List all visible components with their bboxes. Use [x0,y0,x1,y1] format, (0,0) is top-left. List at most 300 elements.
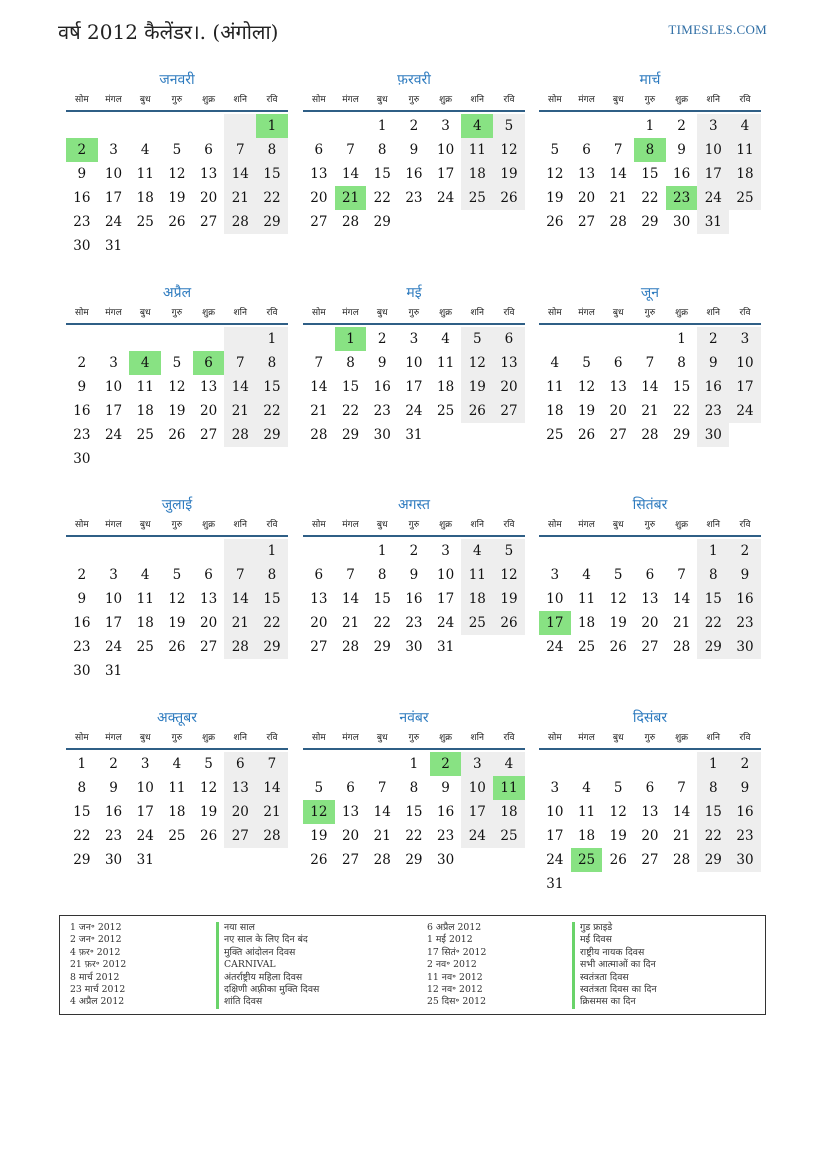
day-cell[interactable]: 2 [77,567,87,583]
day-cell[interactable]: 19 [310,828,328,844]
day-cell[interactable]: 4 [129,351,161,375]
day-cell[interactable]: 1 [256,327,288,351]
day-cell[interactable]: 26 [577,427,596,443]
day-cell[interactable]: 9 [109,780,118,796]
day-cell[interactable]: 16 [104,804,123,820]
day-cell[interactable]: 20 [200,615,218,631]
day-cell[interactable]: 2 [729,752,761,776]
day-cell[interactable]: 25 [437,403,455,419]
day-cell[interactable]: 27 [609,427,627,443]
day-cell[interactable]: 3 [550,780,560,796]
day-cell[interactable]: 16 [373,379,391,395]
day-cell[interactable]: 11 [136,379,154,395]
day-cell[interactable]: 23 [73,214,91,230]
day-cell[interactable]: 11 [461,563,493,587]
day-cell[interactable]: 29 [405,852,423,868]
day-cell[interactable]: 9 [377,355,387,371]
day-cell[interactable]: 17 [546,828,564,844]
day-cell[interactable]: 17 [437,166,455,182]
day-cell[interactable]: 19 [577,403,596,419]
day-cell[interactable]: 22 [373,615,391,631]
day-cell[interactable]: 6 [613,355,623,371]
day-cell[interactable]: 25 [461,186,493,210]
site-link[interactable]: TIMESLES.COM [668,22,767,37]
day-cell[interactable]: 21 [335,186,367,210]
day-cell[interactable]: 1 [645,118,655,134]
day-cell[interactable]: 12 [493,138,525,162]
day-cell[interactable]: 10 [697,138,729,162]
day-cell[interactable]: 28 [224,635,256,659]
day-cell[interactable]: 23 [666,186,698,210]
day-cell[interactable]: 6 [204,142,213,158]
day-cell[interactable]: 10 [546,804,564,820]
day-cell[interactable]: 26 [168,214,186,230]
day-cell[interactable]: 3 [109,567,118,583]
day-cell[interactable]: 26 [310,852,328,868]
day-cell[interactable]: 11 [577,804,596,820]
day-cell[interactable]: 7 [677,780,686,796]
day-cell[interactable]: 6 [204,567,213,583]
day-cell[interactable]: 9 [409,142,419,158]
day-cell[interactable]: 7 [256,752,288,776]
day-cell[interactable]: 14 [609,166,627,182]
day-cell[interactable]: 31 [546,876,564,892]
day-cell[interactable]: 28 [609,214,627,230]
day-cell[interactable]: 15 [697,800,729,824]
day-cell[interactable]: 10 [729,351,761,375]
day-cell[interactable]: 31 [697,210,729,234]
day-cell[interactable]: 13 [493,351,525,375]
day-cell[interactable]: 23 [373,403,391,419]
day-cell[interactable]: 13 [310,591,328,607]
day-cell[interactable]: 20 [310,615,328,631]
day-cell[interactable]: 4 [582,567,591,583]
day-cell[interactable]: 22 [341,403,360,419]
day-cell[interactable]: 12 [168,379,186,395]
day-cell[interactable]: 25 [168,828,186,844]
day-cell[interactable]: 16 [73,190,91,206]
day-cell[interactable]: 17 [104,403,123,419]
day-cell[interactable]: 30 [729,635,761,659]
day-cell[interactable]: 29 [697,635,729,659]
day-cell[interactable]: 3 [441,543,450,559]
day-cell[interactable]: 26 [609,639,627,655]
day-cell[interactable]: 30 [73,451,91,467]
day-cell[interactable]: 3 [441,118,450,134]
day-cell[interactable]: 4 [550,355,560,371]
day-cell[interactable]: 10 [461,776,493,800]
day-cell[interactable]: 8 [697,563,729,587]
day-cell[interactable]: 24 [697,186,729,210]
day-cell[interactable]: 17 [461,800,493,824]
day-cell[interactable]: 21 [673,615,691,631]
day-cell[interactable]: 24 [546,852,564,868]
day-cell[interactable]: 16 [729,587,761,611]
day-cell[interactable]: 7 [377,780,387,796]
day-cell[interactable]: 1 [77,756,87,772]
day-cell[interactable]: 2 [66,138,98,162]
day-cell[interactable]: 15 [256,587,288,611]
day-cell[interactable]: 6 [314,142,324,158]
day-cell[interactable]: 30 [405,639,423,655]
day-cell[interactable]: 25 [571,848,603,872]
day-cell[interactable]: 9 [77,166,87,182]
day-cell[interactable]: 14 [673,591,691,607]
day-cell[interactable]: 17 [104,190,123,206]
day-cell[interactable]: 9 [409,567,419,583]
day-cell[interactable]: 20 [577,190,596,206]
day-cell[interactable]: 16 [437,804,455,820]
day-cell[interactable]: 3 [461,752,493,776]
day-cell[interactable]: 15 [697,587,729,611]
day-cell[interactable]: 4 [140,567,150,583]
day-cell[interactable]: 21 [310,403,328,419]
day-cell[interactable]: 1 [409,756,419,772]
day-cell[interactable]: 22 [256,399,288,423]
day-cell[interactable]: 2 [409,543,419,559]
day-cell[interactable]: 2 [409,118,419,134]
day-cell[interactable]: 2 [697,327,729,351]
day-cell[interactable]: 24 [104,639,123,655]
day-cell[interactable]: 1 [377,543,387,559]
day-cell[interactable]: 16 [697,375,729,399]
day-cell[interactable]: 14 [224,162,256,186]
day-cell[interactable]: 7 [346,142,355,158]
day-cell[interactable]: 26 [609,852,627,868]
day-cell[interactable]: 22 [641,190,659,206]
day-cell[interactable]: 14 [224,375,256,399]
day-cell[interactable]: 7 [224,351,256,375]
day-cell[interactable]: 27 [341,852,360,868]
day-cell[interactable]: 9 [77,379,87,395]
day-cell[interactable]: 8 [377,567,387,583]
day-cell[interactable]: 5 [461,327,493,351]
day-cell[interactable]: 5 [172,567,182,583]
day-cell[interactable]: 31 [437,639,455,655]
day-cell[interactable]: 25 [493,824,525,848]
day-cell[interactable]: 2 [430,752,462,776]
day-cell[interactable]: 23 [729,824,761,848]
day-cell[interactable]: 12 [303,800,335,824]
day-cell[interactable]: 22 [73,828,91,844]
day-cell[interactable]: 13 [641,804,659,820]
day-cell[interactable]: 1 [697,752,729,776]
day-cell[interactable]: 2 [729,539,761,563]
day-cell[interactable]: 3 [140,756,150,772]
day-cell[interactable]: 6 [193,351,225,375]
day-cell[interactable]: 8 [697,776,729,800]
day-cell[interactable]: 5 [550,142,560,158]
day-cell[interactable]: 24 [104,214,123,230]
day-cell[interactable]: 9 [77,591,87,607]
day-cell[interactable]: 31 [104,238,123,254]
day-cell[interactable]: 21 [673,828,691,844]
day-cell[interactable]: 5 [172,142,182,158]
day-cell[interactable]: 1 [677,331,686,347]
day-cell[interactable]: 4 [493,752,525,776]
day-cell[interactable]: 26 [200,828,218,844]
day-cell[interactable]: 12 [609,591,627,607]
day-cell[interactable]: 19 [493,162,525,186]
day-cell[interactable]: 29 [641,214,659,230]
day-cell[interactable]: 10 [405,355,423,371]
day-cell[interactable]: 4 [461,539,493,563]
day-cell[interactable]: 13 [577,166,596,182]
day-cell[interactable]: 22 [673,403,691,419]
day-cell[interactable]: 24 [729,399,761,423]
day-cell[interactable]: 11 [577,591,596,607]
day-cell[interactable]: 21 [373,828,391,844]
day-cell[interactable]: 31 [405,427,423,443]
day-cell[interactable]: 2 [77,355,87,371]
day-cell[interactable]: 13 [200,591,218,607]
day-cell[interactable]: 17 [729,375,761,399]
day-cell[interactable]: 28 [373,852,391,868]
day-cell[interactable]: 16 [73,615,91,631]
day-cell[interactable]: 18 [461,162,493,186]
day-cell[interactable]: 4 [172,756,182,772]
day-cell[interactable]: 20 [200,403,218,419]
day-cell[interactable]: 22 [697,824,729,848]
day-cell[interactable]: 26 [493,611,525,635]
day-cell[interactable]: 29 [73,852,91,868]
day-cell[interactable]: 20 [341,828,360,844]
day-cell[interactable]: 28 [256,824,288,848]
day-cell[interactable]: 13 [310,166,328,182]
day-cell[interactable]: 18 [729,162,761,186]
day-cell[interactable]: 26 [546,214,564,230]
day-cell[interactable]: 6 [645,780,655,796]
day-cell[interactable]: 2 [109,756,118,772]
day-cell[interactable]: 23 [405,190,423,206]
day-cell[interactable]: 2 [377,331,387,347]
day-cell[interactable]: 17 [136,804,154,820]
day-cell[interactable]: 20 [493,375,525,399]
day-cell[interactable]: 12 [609,804,627,820]
day-cell[interactable]: 18 [493,800,525,824]
day-cell[interactable]: 8 [256,563,288,587]
day-cell[interactable]: 3 [409,331,419,347]
day-cell[interactable]: 6 [645,567,655,583]
day-cell[interactable]: 10 [104,166,123,182]
day-cell[interactable]: 14 [224,587,256,611]
day-cell[interactable]: 27 [310,214,328,230]
day-cell[interactable]: 3 [697,114,729,138]
day-cell[interactable]: 6 [582,142,591,158]
day-cell[interactable]: 28 [341,214,360,230]
day-cell[interactable]: 13 [609,379,627,395]
day-cell[interactable]: 28 [224,210,256,234]
day-cell[interactable]: 11 [729,138,761,162]
day-cell[interactable]: 14 [341,166,360,182]
day-cell[interactable]: 11 [168,780,186,796]
day-cell[interactable]: 29 [341,427,360,443]
day-cell[interactable]: 10 [437,567,455,583]
day-cell[interactable]: 17 [104,615,123,631]
day-cell[interactable]: 19 [546,190,564,206]
day-cell[interactable]: 1 [377,118,387,134]
day-cell[interactable]: 7 [346,567,355,583]
day-cell[interactable]: 7 [677,567,686,583]
day-cell[interactable]: 27 [310,639,328,655]
day-cell[interactable]: 22 [256,611,288,635]
day-cell[interactable]: 24 [437,190,455,206]
day-cell[interactable]: 23 [73,639,91,655]
day-cell[interactable]: 22 [405,828,423,844]
day-cell[interactable]: 5 [613,567,623,583]
day-cell[interactable]: 14 [641,379,659,395]
day-cell[interactable]: 19 [200,804,218,820]
day-cell[interactable]: 17 [539,611,571,635]
day-cell[interactable]: 25 [729,186,761,210]
day-cell[interactable]: 24 [136,828,154,844]
day-cell[interactable]: 1 [697,539,729,563]
day-cell[interactable]: 8 [256,351,288,375]
day-cell[interactable]: 23 [729,611,761,635]
day-cell[interactable]: 28 [673,852,691,868]
day-cell[interactable]: 1 [256,539,288,563]
day-cell[interactable]: 27 [641,852,659,868]
day-cell[interactable]: 8 [256,138,288,162]
day-cell[interactable]: 16 [405,166,423,182]
day-cell[interactable]: 13 [200,166,218,182]
day-cell[interactable]: 18 [168,804,186,820]
day-cell[interactable]: 27 [224,824,256,848]
day-cell[interactable]: 24 [405,403,423,419]
day-cell[interactable]: 13 [341,804,360,820]
day-cell[interactable]: 8 [377,142,387,158]
day-cell[interactable]: 25 [136,427,154,443]
day-cell[interactable]: 7 [645,355,655,371]
day-cell[interactable]: 16 [405,591,423,607]
day-cell[interactable]: 26 [168,639,186,655]
day-cell[interactable]: 27 [493,399,525,423]
day-cell[interactable]: 12 [168,591,186,607]
day-cell[interactable]: 21 [224,611,256,635]
day-cell[interactable]: 30 [373,427,391,443]
day-cell[interactable]: 16 [73,403,91,419]
day-cell[interactable]: 20 [641,615,659,631]
day-cell[interactable]: 14 [310,379,328,395]
day-cell[interactable]: 15 [256,375,288,399]
day-cell[interactable]: 12 [461,351,493,375]
day-cell[interactable]: 23 [104,828,123,844]
day-cell[interactable]: 13 [224,776,256,800]
day-cell[interactable]: 12 [493,563,525,587]
day-cell[interactable]: 26 [461,399,493,423]
day-cell[interactable]: 11 [461,138,493,162]
day-cell[interactable]: 29 [256,210,288,234]
day-cell[interactable]: 3 [729,327,761,351]
day-cell[interactable]: 5 [314,780,324,796]
day-cell[interactable]: 4 [140,142,150,158]
day-cell[interactable]: 30 [437,852,455,868]
day-cell[interactable]: 29 [697,848,729,872]
day-cell[interactable]: 28 [341,639,360,655]
day-cell[interactable]: 24 [546,639,564,655]
day-cell[interactable]: 31 [136,852,154,868]
day-cell[interactable]: 10 [104,379,123,395]
day-cell[interactable]: 17 [405,379,423,395]
day-cell[interactable]: 5 [204,756,213,772]
day-cell[interactable]: 21 [609,190,627,206]
day-cell[interactable]: 11 [546,379,564,395]
day-cell[interactable]: 4 [461,114,493,138]
day-cell[interactable]: 4 [729,114,761,138]
day-cell[interactable]: 20 [310,190,328,206]
day-cell[interactable]: 18 [461,587,493,611]
day-cell[interactable]: 22 [373,190,391,206]
day-cell[interactable]: 9 [697,351,729,375]
day-cell[interactable]: 28 [224,423,256,447]
day-cell[interactable]: 12 [546,166,564,182]
day-cell[interactable]: 4 [582,780,591,796]
day-cell[interactable]: 23 [73,427,91,443]
day-cell[interactable]: 30 [729,848,761,872]
day-cell[interactable]: 19 [461,375,493,399]
day-cell[interactable]: 29 [373,214,391,230]
day-cell[interactable]: 9 [729,776,761,800]
day-cell[interactable]: 9 [441,780,450,796]
day-cell[interactable]: 15 [73,804,91,820]
day-cell[interactable]: 9 [729,563,761,587]
day-cell[interactable]: 29 [673,427,691,443]
day-cell[interactable]: 11 [493,776,525,800]
day-cell[interactable]: 22 [697,611,729,635]
day-cell[interactable]: 21 [224,186,256,210]
day-cell[interactable]: 21 [224,399,256,423]
day-cell[interactable]: 18 [136,615,154,631]
day-cell[interactable]: 16 [729,800,761,824]
day-cell[interactable]: 6 [346,780,355,796]
day-cell[interactable]: 18 [437,379,455,395]
day-cell[interactable]: 7 [224,138,256,162]
day-cell[interactable]: 10 [104,591,123,607]
day-cell[interactable]: 18 [577,828,596,844]
day-cell[interactable]: 15 [256,162,288,186]
day-cell[interactable]: 8 [634,138,666,162]
day-cell[interactable]: 22 [256,186,288,210]
day-cell[interactable]: 2 [677,118,686,134]
day-cell[interactable]: 19 [609,828,627,844]
day-cell[interactable]: 12 [200,780,218,796]
day-cell[interactable]: 30 [104,852,123,868]
day-cell[interactable]: 5 [172,355,182,371]
day-cell[interactable]: 27 [200,639,218,655]
day-cell[interactable]: 30 [673,214,691,230]
day-cell[interactable]: 7 [224,563,256,587]
day-cell[interactable]: 11 [136,166,154,182]
day-cell[interactable]: 11 [136,591,154,607]
day-cell[interactable]: 5 [613,780,623,796]
day-cell[interactable]: 18 [136,190,154,206]
day-cell[interactable]: 19 [168,403,186,419]
day-cell[interactable]: 8 [346,355,355,371]
day-cell[interactable]: 15 [641,166,659,182]
day-cell[interactable]: 1 [256,114,288,138]
day-cell[interactable]: 27 [641,639,659,655]
day-cell[interactable]: 21 [341,615,360,631]
day-cell[interactable]: 14 [341,591,360,607]
day-cell[interactable]: 26 [493,186,525,210]
day-cell[interactable]: 24 [461,824,493,848]
day-cell[interactable]: 20 [224,800,256,824]
day-cell[interactable]: 13 [200,379,218,395]
day-cell[interactable]: 30 [73,663,91,679]
day-cell[interactable]: 21 [256,800,288,824]
day-cell[interactable]: 18 [577,615,596,631]
day-cell[interactable]: 31 [104,663,123,679]
